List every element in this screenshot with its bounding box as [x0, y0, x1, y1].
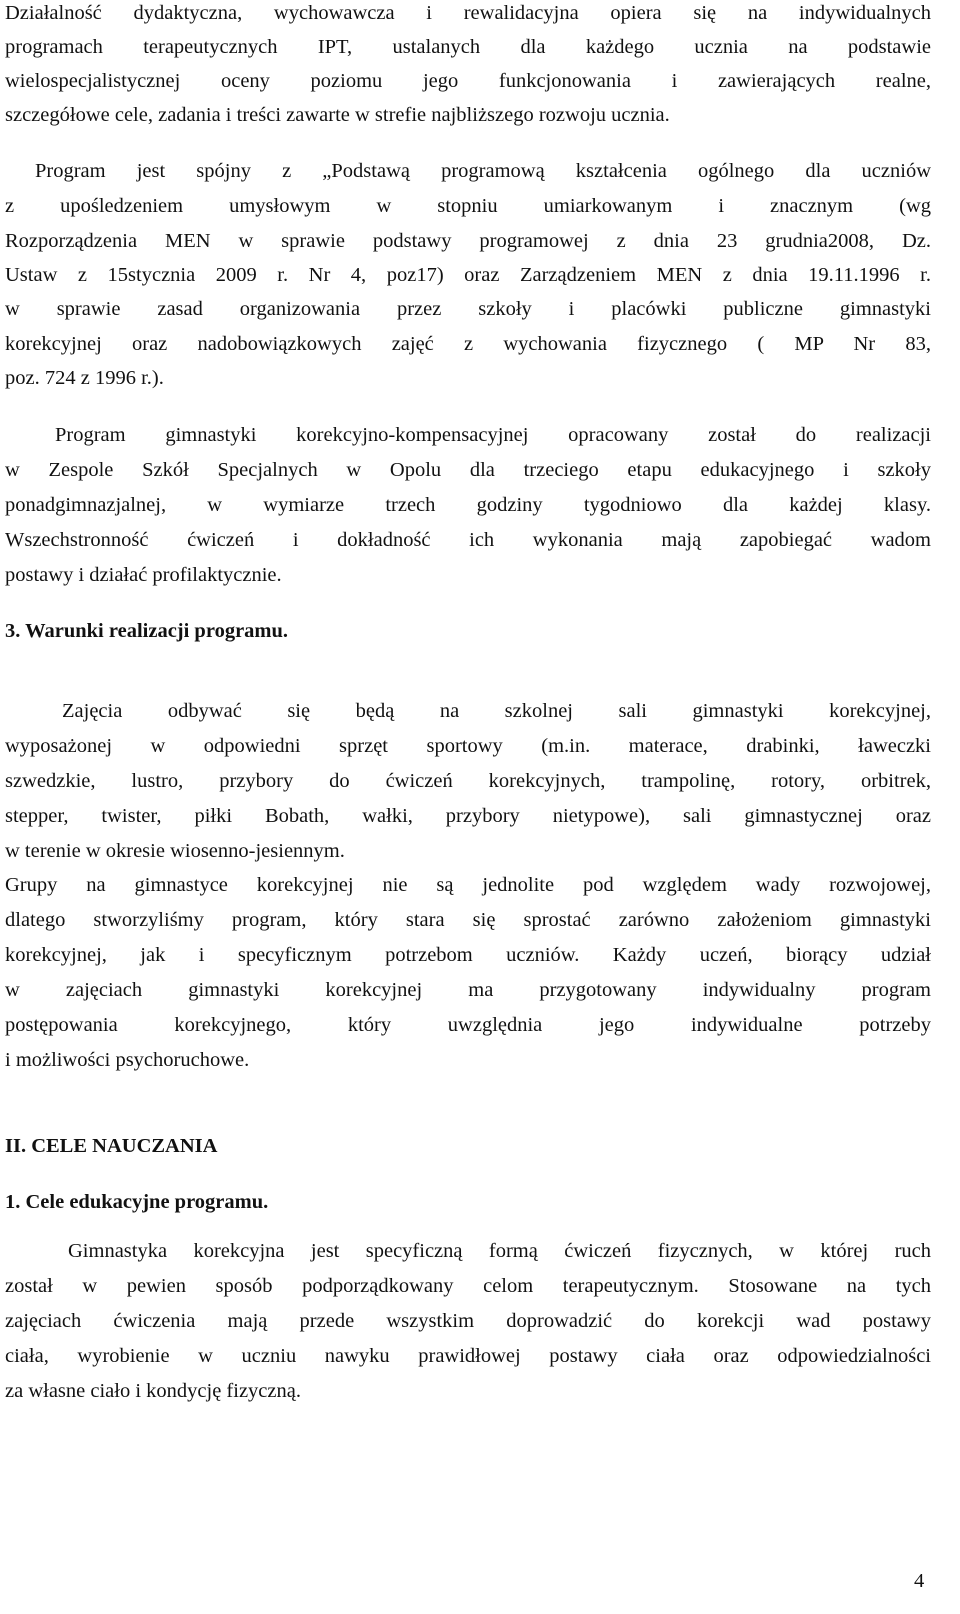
text-line: wyposażonej w odpowiedni sprzęt sportowy (m.in. materace, drabinki, ławeczki	[5, 735, 931, 757]
text-line: szwedzkie, lustro, przybory do ćwiczeń korekcyjnych, trampolinę, rotory, orbitrek,	[5, 770, 931, 792]
text-line: Program jest spójny z „Podstawą programową kształcenia ogólnego dla uczniów	[35, 160, 931, 182]
text-line: szczegółowe cele, zadania i treści zawarte w strefie najbliższego rozwoju ucznia.	[5, 104, 670, 126]
text-line: Rozporządzenia MEN w sprawie podstawy programowej z dnia 23 grudnia2008, Dz.	[5, 230, 931, 252]
text-line: zajęciach ćwiczenia mają przede wszystkim doprowadzić do korekcji wad postawy	[5, 1310, 931, 1332]
text-line: w terenie w okresie wiosenno-jesiennym.	[5, 840, 345, 862]
text-line: korekcyjnej, jak i specyficznym potrzebom uczniów. Każdy uczeń, biorący udział	[5, 944, 931, 966]
text-line: w zajęciach gimnastyki korekcyjnej ma przygotowany indywidualny program	[5, 979, 931, 1001]
text-line: ciała, wyrobienie w uczniu nawyku prawidłowej postawy ciała oraz odpowiedzialności	[5, 1345, 931, 1367]
text-line: stepper, twister, piłki Bobath, wałki, przybory nietypowe), sali gimnastycznej oraz	[5, 805, 931, 827]
text-line: poz. 724 z 1996 r.).	[5, 367, 164, 389]
section-heading: 1. Cele edukacyjne programu.	[5, 1191, 269, 1213]
text-line: Wszechstronność ćwiczeń i dokładność ich wykonania mają zapobiegać wadom	[5, 529, 931, 551]
text-line: Program gimnastyki korekcyjno-kompensacyjnej opracowany został do realizacji	[55, 424, 931, 446]
text-line: ponadgimnazjalnej, w wymiarze trzech godziny tygodniowo dla każdej klasy.	[5, 494, 931, 516]
text-line: z upośledzeniem umysłowym w stopniu umiarkowanym i znacznym (wg	[5, 195, 931, 217]
text-line: Działalność dydaktyczna, wychowawcza i rewalidacyjna opiera się na indywidualnych	[5, 2, 931, 24]
text-line: Zajęcia odbywać się będą na szkolnej sali gimnastyki korekcyjnej,	[62, 700, 931, 722]
text-line: programach terapeutycznych IPT, ustalanych dla każdego ucznia na podstawie	[5, 36, 931, 58]
text-line: Grupy na gimnastyce korekcyjnej nie są jednolite pod względem wady rozwojowej,	[5, 874, 931, 896]
section-heading: 3. Warunki realizacji programu.	[5, 620, 289, 642]
text-line: Gimnastyka korekcyjna jest specyficzną formą ćwiczeń fizycznych, w której ruch	[68, 1240, 931, 1262]
text-line: dlatego stworzyliśmy program, który stara się sprostać zarówno założeniom gimnastyki	[5, 909, 931, 931]
text-line: korekcyjnej oraz nadobowiązkowych zajęć z wychowania fizycznego ( MP Nr 83,	[5, 333, 931, 355]
text-line: i możliwości psychoruchowe.	[5, 1049, 250, 1071]
text-line: postawy i działać profilaktycznie.	[5, 564, 282, 586]
text-line: został w pewien sposób podporządkowany celom terapeutycznym. Stosowane na tych	[5, 1275, 931, 1297]
page-number: 4	[914, 1570, 925, 1592]
text-line: Ustaw z 15stycznia 2009 r. Nr 4, poz17) oraz Zarządzeniem MEN z dnia 19.11.1996 r.	[5, 264, 931, 286]
chapter-heading: II. CELE NAUCZANIA	[5, 1135, 218, 1157]
text-line: wielospecjalistycznej oceny poziomu jego funkcjonowania i zawierających realne,	[5, 70, 931, 92]
text-line: za własne ciało i kondycję fizyczną.	[5, 1380, 301, 1402]
text-line: w Zespole Szkół Specjalnych w Opolu dla trzeciego etapu edukacyjnego i szkoły	[5, 459, 931, 481]
text-line: w sprawie zasad organizowania przez szkoły i placówki publiczne gimnastyki	[5, 298, 931, 320]
text-line: postępowania korekcyjnego, który uwzględnia jego indywidualne potrzeby	[5, 1014, 931, 1036]
